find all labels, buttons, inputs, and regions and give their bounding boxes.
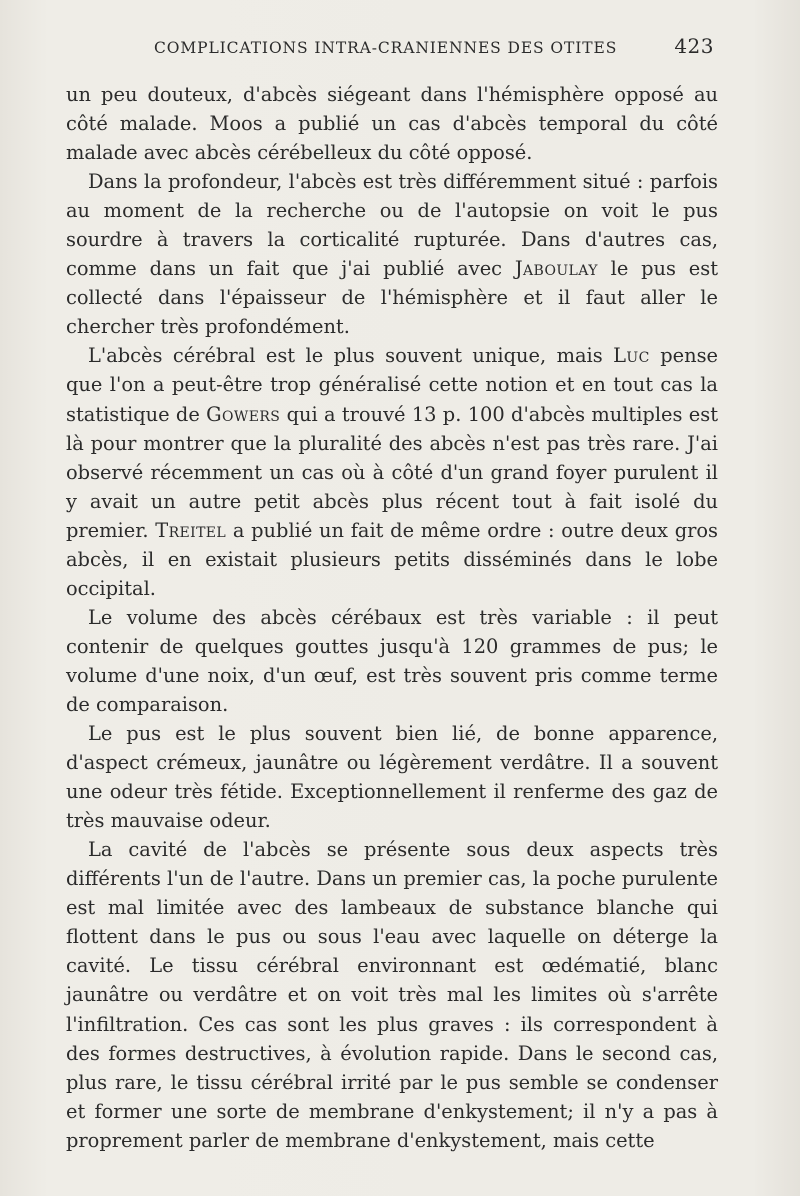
paragraph-6: La cavité de l'abcès se présente sous deux aspects très différents l'un de l'autre. Dans un premier cas, la poche purulente est mal limitée avec des lambeaux de substance blanche qui flottent dans le pus ou sous l'eau avec laquelle on déterge la cavité. Le tissu cérébral environnant est œdématié, blanc jaunâtre ou verdâtre et on voit très mal les limites où s'arrête l'infiltration. Ces cas sont les plus graves : ils correspondent à des formes destructives, à évolution rapide. Dans le second cas, plus rare, le tissu cérébral irrité par le pus semble se condenser et former une sorte de membrane d'enkystement; il n'y a pas à proprement parler de membrane d'enkystement, mais cette [66, 838, 718, 1152]
page-number: 423 [674, 34, 714, 58]
paragraph-3-text-d: a publié un fait de même ordre : outre deux gros abcès, il en existait plusieurs petits disséminés dans le lobe occipital. [66, 518, 719, 600]
author-name-treitel: Treitel [155, 518, 227, 542]
paragraph-3 [66, 341, 718, 602]
page-header [66, 34, 714, 64]
paragraph-2-text-b: le pus est collecté dans l'épaisseur de l'hémisphère et il faut aller le chercher très profondément. [66, 257, 718, 339]
author-name-luc: Luc [613, 344, 650, 368]
paragraph-1: un peu douteux, d'abcès siégeant dans l'hémisphère opposé au côté malade. Moos a publié un cas d'abcès temporal du côté malade avec abcès cérébelleux du côté opposé. [66, 83, 718, 165]
paragraph-4: Le volume des abcès cérébaux est très variable : il peut contenir de quelques gouttes jusqu'à 120 grammes de pus; le volume d'une noix, d'un œuf, est très souvent pris comme terme de comparaison. [66, 605, 718, 716]
running-title: COMPLICATIONS INTRA-CRANIENNES DES OTITES [154, 39, 618, 57]
paragraph-2 [66, 167, 718, 341]
author-name-gowers: Gowers [206, 402, 281, 426]
paragraph-5: Le pus est le plus souvent bien lié, de bonne apparence, d'aspect crémeux, jaunâtre ou légèrement verdâtre. Il a souvent une odeur très fétide. Exceptionnellement il renferme des gaz de très mauvaise odeur. [66, 722, 718, 833]
paragraph-3-text-b: pense que l'on a peut-être trop généralisé cette notion et en tout cas la statistique de [66, 344, 718, 426]
author-name-jaboulay: Jaboulay [514, 257, 598, 281]
paragraph-3-text-c: qui a trouvé 13 p. 100 d'abcès multiples est là pour montrer que la pluralité des abcès n'est pas très rare. J'ai observé récemment un cas où à côté d'un grand foyer purulent il y avait un autre petit abcès plus récent tout à fait isolé du premier. [66, 402, 718, 542]
body-text [66, 80, 718, 1155]
paragraph-2-text-a: Dans la profondeur, l'abcès est très différemment situé : parfois au moment de la recherche ou de l'autopsie on voit le pus sourdre à travers la corticalité rupturée. Dans d'autres cas, comme dans un fait que j'ai publié avec [66, 170, 718, 281]
paragraph-3-text-a: L'abcès cérébral est le plus souvent unique, mais [88, 344, 614, 368]
